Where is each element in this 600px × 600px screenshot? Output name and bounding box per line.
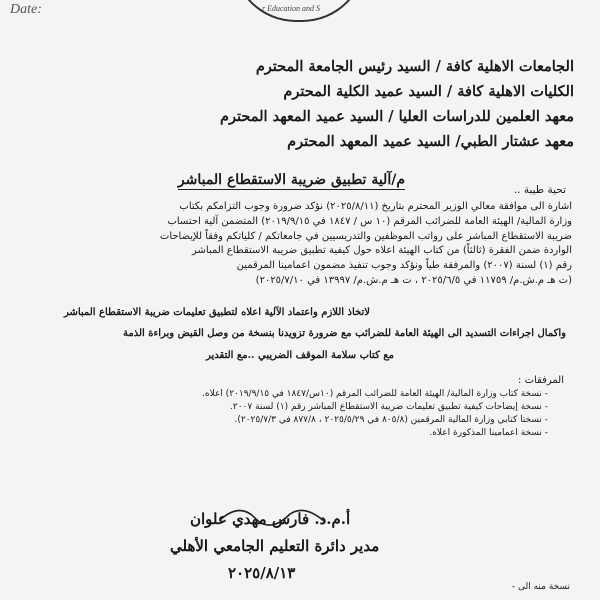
greeting: تحية طيبة .. bbox=[513, 184, 566, 196]
letter-body bbox=[67, 200, 572, 289]
body-line: رقم (١) لسنة (٢٠٠٧) والمرفقة طياً ونؤكد وجوب تنفيذ مضمون اعمامينا المرقمين bbox=[236, 260, 572, 272]
attachment-item: - نسخة اعمامينا المذكورة اعلاه. bbox=[429, 428, 548, 438]
signature-date: ٢٠٢٥/٨/١٣ bbox=[228, 564, 296, 582]
attachment-item: - نسختا كتابي وزارة المالية المرقمين (٨٠٥/٨ في ٢٠٢٥/٥/٢٩ ، ٨٧٧/٨ في ٢٠٢٥/٧/٣). bbox=[234, 415, 548, 425]
handwritten-signature bbox=[215, 500, 345, 530]
body-line: ضريبة الاستقطاع المباشر على رواتب الموظفين والتدريسيين في جامعاتكم / كلياتكم وفقاً للإيضاحات bbox=[159, 230, 572, 242]
attachments-title: المرفقات : bbox=[518, 375, 564, 386]
signatory-name: أ.م.د. فارس مهدي علوان bbox=[190, 510, 351, 528]
addressee-line: الكليات الاهلية كافة / السيد عميد الكلية المحترم bbox=[283, 83, 574, 100]
copies-title: نسخة منه الى - bbox=[511, 582, 570, 592]
subject-line: م/آلية تطبيق ضريبة الاستقطاع المباشر bbox=[177, 172, 405, 188]
addressee-line: الجامعات الاهلية كافة / السيد رئيس الجامعة المحترم bbox=[255, 58, 574, 75]
body-line: (ت هـ م.ش.م/ ١١٧٥٩ في ٢٠٢٥/٦/٥ ، ت هـ م.ش.م/ ١٣٩٩٧ في ٢٠٢٥/٧/١٠) bbox=[255, 274, 572, 286]
attachment-item: - نسخة إيضاحات كيفية تطبيق تعليمات ضريبة الاستقطاع المباشر رقم (١) لسنة ٢٠٠٧. bbox=[230, 402, 548, 412]
seal-text: r Education and S bbox=[262, 4, 320, 13]
body-line: الواردة ضمن الفقرة (ثالثاً) من كتاب الهيئة اعلاه حول كيفية تطبيق ضريبة الاستقطاع المباشر bbox=[191, 245, 572, 257]
signatory-title: مدير دائرة التعليم الجامعي الأهلي bbox=[170, 537, 380, 555]
instruction-line: واكمال اجراءات التسديد الى الهيئة العامة للضرائب مع ضرورة تزويدنا بنسخة من وصل القبض وبراءة الذمة bbox=[123, 328, 566, 339]
addressee-line: معهد العلمين للدراسات العليا / السيد عميد المعهد المحترم bbox=[220, 108, 574, 125]
addressee-line: معهد عشتار الطبي/ السيد عميد المعهد المحترم bbox=[287, 133, 574, 150]
body-line: اشارة الى موافقة معالي الوزير المحترم بتاريخ (٢٠٢٥/٨/١١) نؤكد ضرورة وجوب التزامكم بكتاب bbox=[179, 201, 572, 212]
date-label: Date: bbox=[10, 2, 42, 17]
body-line: وزارة المالية/ الهيئة العامة للضرائب المرقم (١٠ س / ١٨٤٧ في ٢٠١٩/٩/١٥) المتضمن آلية احتساب bbox=[167, 215, 572, 227]
instruction-line: لاتخاذ اللازم واعتماد الآلية اعلاه لتطبيق تعليمات ضريبة الاستقطاع المباشر bbox=[63, 307, 370, 318]
instruction-line: مع كتاب سلامة الموقف الضريبي ..مع التقدير bbox=[205, 350, 394, 361]
attachment-item: - نسخة كتاب وزارة المالية/ الهيئة العامة للضرائب المرقم (١٠س/١٨٤٧ في ٢٠١٩/٩/١٥) اعلاه. bbox=[202, 389, 548, 399]
